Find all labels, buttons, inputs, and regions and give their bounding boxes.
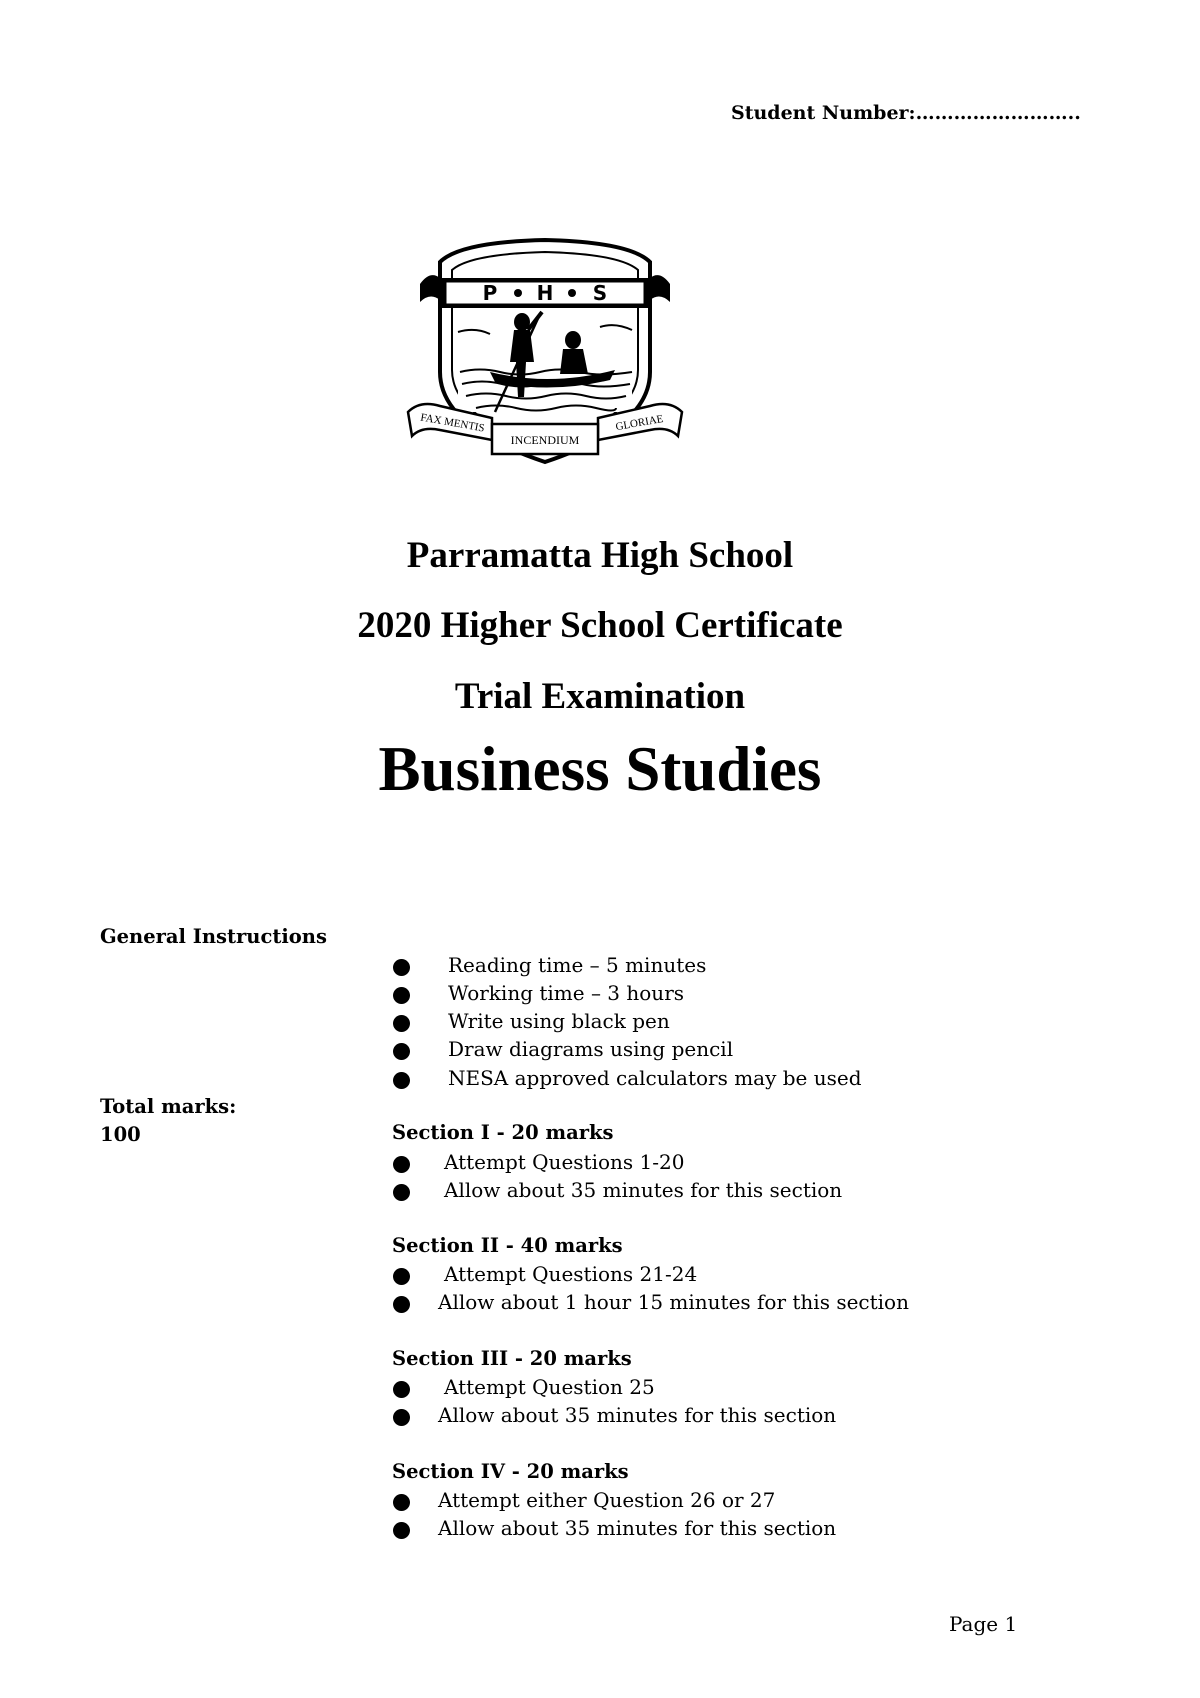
crest-letter: P — [482, 281, 498, 305]
certificate-heading: 2020 Higher School Certificate — [357, 605, 843, 646]
section-heading: Section I - 20 marks — [392, 1121, 614, 1144]
section-item-text: Attempt Questions 1-20 — [444, 1150, 685, 1174]
total-marks-label: Total marks: — [100, 1095, 237, 1118]
page-number: Page 1 — [949, 1612, 1018, 1636]
bullet-icon — [393, 1381, 410, 1398]
section-item-text: Allow about 35 minutes for this section — [444, 1178, 843, 1202]
section-heading: Section II - 40 marks — [392, 1234, 623, 1257]
crest-motto-left: FAX MENTIS — [419, 411, 486, 435]
bullet-icon — [393, 1268, 410, 1285]
instruction-text: Draw diagrams using pencil — [448, 1037, 734, 1061]
crest-letter: S — [592, 281, 608, 305]
section-item-text: Allow about 35 minutes for this section — [438, 1403, 837, 1427]
student-number-label: Student Number:…………………….. — [731, 102, 1081, 124]
bullet-icon — [393, 959, 410, 976]
bullet-icon — [393, 1156, 410, 1173]
section-item-text: Attempt either Question 26 or 27 — [438, 1488, 776, 1512]
crest-letter: H — [536, 281, 554, 305]
bullet-icon — [393, 1184, 410, 1201]
section-heading: Section III - 20 marks — [392, 1347, 632, 1370]
school-crest-logo — [400, 222, 690, 480]
bullet-icon — [393, 1015, 410, 1032]
crest-motto-right: GLORIAE — [614, 412, 665, 434]
exam-heading: Trial Examination — [454, 676, 746, 717]
bullet-icon — [393, 1043, 410, 1060]
bullet-icon — [393, 1072, 410, 1089]
instruction-text: Working time – 3 hours — [448, 981, 685, 1005]
school-name-heading: Parramatta High School — [406, 535, 794, 576]
section-item-text: Allow about 1 hour 15 minutes for this section — [438, 1290, 909, 1314]
instruction-text: Write using black pen — [448, 1009, 670, 1033]
bullet-icon — [393, 1494, 410, 1511]
subject-title: Business Studies — [378, 734, 822, 804]
instruction-text: Reading time – 5 minutes — [448, 953, 707, 977]
bullet-icon — [393, 987, 410, 1004]
section-item-text: Attempt Question 25 — [444, 1375, 655, 1399]
bullet-icon — [393, 1409, 410, 1426]
bullet-icon — [393, 1296, 410, 1313]
crest-motto-center: INCENDIUM — [510, 433, 580, 447]
section-item-text: Attempt Questions 21-24 — [444, 1262, 698, 1286]
section-item-text: Allow about 35 minutes for this section — [438, 1516, 837, 1540]
total-marks-value: 100 — [100, 1123, 141, 1146]
general-instructions-heading: General Instructions — [100, 925, 327, 948]
section-heading: Section IV - 20 marks — [392, 1460, 629, 1483]
instruction-text: NESA approved calculators may be used — [448, 1066, 862, 1090]
bullet-icon — [393, 1522, 410, 1539]
